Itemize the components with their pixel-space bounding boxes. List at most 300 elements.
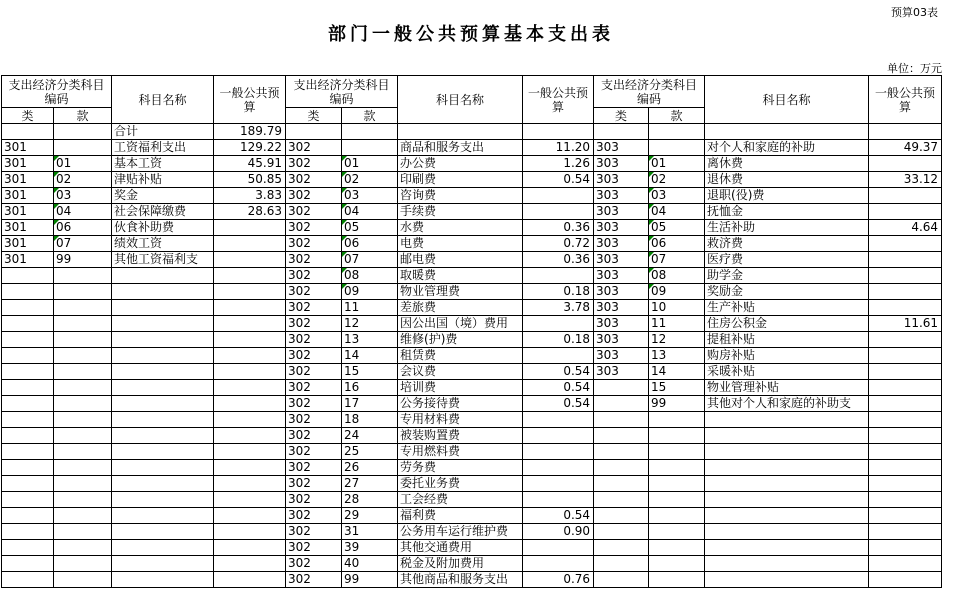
code-item-cell[interactable]: 16 (342, 380, 398, 396)
code-class-cell[interactable]: 302 (286, 460, 342, 476)
subject-name-cell[interactable]: 基本工资 (112, 156, 214, 172)
code-item-cell[interactable] (54, 268, 112, 284)
subject-name-cell[interactable]: 提租补贴 (705, 332, 869, 348)
code-class-cell[interactable] (594, 412, 649, 428)
code-class-cell[interactable]: 302 (286, 380, 342, 396)
budget-amount-cell[interactable] (523, 412, 594, 428)
code-class-cell[interactable]: 301 (2, 204, 54, 220)
subject-name-cell[interactable]: 印刷费 (398, 172, 523, 188)
budget-amount-cell[interactable]: 0.54 (523, 380, 594, 396)
code-class-cell[interactable] (2, 476, 54, 492)
code-item-cell[interactable] (649, 444, 705, 460)
code-item-cell[interactable]: 15 (342, 364, 398, 380)
code-class-cell[interactable] (2, 364, 54, 380)
budget-amount-cell[interactable] (214, 412, 286, 428)
code-class-cell[interactable] (2, 412, 54, 428)
code-class-cell[interactable]: 302 (286, 316, 342, 332)
code-item-cell[interactable]: 03 (54, 188, 112, 204)
subject-name-cell[interactable] (112, 556, 214, 572)
subject-name-cell[interactable]: 税金及附加费用 (398, 556, 523, 572)
code-class-cell[interactable]: 302 (286, 396, 342, 412)
code-item-cell[interactable] (54, 428, 112, 444)
code-class-cell[interactable]: 303 (594, 156, 649, 172)
code-class-cell[interactable]: 302 (286, 172, 342, 188)
subject-name-cell[interactable]: 专用燃料费 (398, 444, 523, 460)
code-class-cell[interactable] (2, 540, 54, 556)
subject-name-cell[interactable]: 取暖费 (398, 268, 523, 284)
code-item-cell[interactable]: 24 (342, 428, 398, 444)
budget-amount-cell[interactable]: 0.54 (523, 508, 594, 524)
code-class-cell[interactable]: 302 (286, 556, 342, 572)
budget-amount-cell[interactable]: 28.63 (214, 204, 286, 220)
subject-name-cell[interactable]: 工会经费 (398, 492, 523, 508)
budget-amount-cell[interactable] (523, 428, 594, 444)
code-class-cell[interactable] (594, 540, 649, 556)
code-class-cell[interactable] (594, 508, 649, 524)
code-class-cell[interactable] (2, 444, 54, 460)
code-class-cell[interactable] (2, 428, 54, 444)
budget-amount-cell[interactable] (523, 124, 594, 140)
budget-amount-cell[interactable] (523, 476, 594, 492)
budget-amount-cell[interactable]: 3.83 (214, 188, 286, 204)
budget-amount-cell[interactable]: 0.36 (523, 252, 594, 268)
subject-name-cell[interactable]: 采暖补贴 (705, 364, 869, 380)
budget-amount-cell[interactable] (214, 300, 286, 316)
code-item-cell[interactable]: 06 (649, 236, 705, 252)
subject-name-cell[interactable]: 公务接待费 (398, 396, 523, 412)
budget-amount-cell[interactable] (214, 380, 286, 396)
code-class-cell[interactable] (2, 572, 54, 588)
subject-name-cell[interactable]: 福利费 (398, 508, 523, 524)
subject-name-cell[interactable]: 维修(护)费 (398, 332, 523, 348)
code-class-cell[interactable]: 302 (286, 236, 342, 252)
code-item-cell[interactable] (342, 124, 398, 140)
code-item-cell[interactable] (54, 444, 112, 460)
code-class-cell[interactable] (594, 524, 649, 540)
budget-amount-cell[interactable] (869, 124, 942, 140)
subject-name-cell[interactable] (705, 492, 869, 508)
subject-name-cell[interactable]: 其他交通费用 (398, 540, 523, 556)
subject-name-cell[interactable]: 水费 (398, 220, 523, 236)
code-item-cell[interactable]: 40 (342, 556, 398, 572)
subject-name-cell[interactable] (112, 284, 214, 300)
budget-amount-cell[interactable]: 45.91 (214, 156, 286, 172)
code-item-cell[interactable]: 99 (54, 252, 112, 268)
code-item-cell[interactable] (54, 572, 112, 588)
code-item-cell[interactable]: 10 (649, 300, 705, 316)
code-class-cell[interactable]: 302 (286, 156, 342, 172)
code-class-cell[interactable]: 303 (594, 172, 649, 188)
budget-amount-cell[interactable] (869, 556, 942, 572)
subject-name-cell[interactable]: 伙食补助费 (112, 220, 214, 236)
code-item-cell[interactable] (54, 540, 112, 556)
subject-name-cell[interactable] (705, 428, 869, 444)
subject-name-cell[interactable] (112, 268, 214, 284)
code-item-cell[interactable] (54, 412, 112, 428)
code-class-cell[interactable]: 301 (2, 188, 54, 204)
budget-amount-cell[interactable] (869, 540, 942, 556)
subject-name-cell[interactable] (705, 412, 869, 428)
code-class-cell[interactable]: 302 (286, 332, 342, 348)
budget-amount-cell[interactable]: 11.61 (869, 316, 942, 332)
code-item-cell[interactable] (649, 508, 705, 524)
budget-amount-cell[interactable] (523, 540, 594, 556)
code-item-cell[interactable]: 06 (54, 220, 112, 236)
code-item-cell[interactable] (649, 140, 705, 156)
header-class-col[interactable]: 类 (594, 108, 649, 124)
budget-amount-cell[interactable] (214, 476, 286, 492)
code-item-cell[interactable]: 18 (342, 412, 398, 428)
subject-name-cell[interactable]: 绩效工资 (112, 236, 214, 252)
code-class-cell[interactable]: 301 (2, 252, 54, 268)
code-class-cell[interactable]: 302 (286, 268, 342, 284)
budget-amount-cell[interactable] (214, 268, 286, 284)
code-item-cell[interactable]: 25 (342, 444, 398, 460)
budget-amount-cell[interactable]: 129.22 (214, 140, 286, 156)
subject-name-cell[interactable]: 专用材料费 (398, 412, 523, 428)
subject-name-cell[interactable] (112, 524, 214, 540)
code-class-cell[interactable]: 303 (594, 284, 649, 300)
code-item-cell[interactable]: 08 (342, 268, 398, 284)
budget-amount-cell[interactable] (214, 524, 286, 540)
subject-name-cell[interactable] (705, 476, 869, 492)
code-class-cell[interactable] (594, 572, 649, 588)
subject-name-cell[interactable]: 救济费 (705, 236, 869, 252)
code-class-cell[interactable] (594, 428, 649, 444)
code-item-cell[interactable] (54, 396, 112, 412)
code-class-cell[interactable] (2, 268, 54, 284)
subject-name-cell[interactable] (112, 348, 214, 364)
subject-name-cell[interactable] (112, 332, 214, 348)
code-item-cell[interactable]: 29 (342, 508, 398, 524)
header-budget[interactable]: 一般公共预算 (869, 76, 942, 124)
subject-name-cell[interactable]: 退休费 (705, 172, 869, 188)
budget-amount-cell[interactable] (523, 444, 594, 460)
code-class-cell[interactable] (594, 380, 649, 396)
budget-amount-cell[interactable] (869, 460, 942, 476)
code-item-cell[interactable] (649, 540, 705, 556)
subject-name-cell[interactable]: 物业管理费 (398, 284, 523, 300)
code-class-cell[interactable]: 302 (286, 492, 342, 508)
code-class-cell[interactable]: 303 (594, 316, 649, 332)
code-class-cell[interactable] (2, 332, 54, 348)
subject-name-cell[interactable]: 合计 (112, 124, 214, 140)
code-item-cell[interactable]: 17 (342, 396, 398, 412)
subject-name-cell[interactable] (112, 380, 214, 396)
subject-name-cell[interactable]: 租赁费 (398, 348, 523, 364)
subject-name-cell[interactable]: 电费 (398, 236, 523, 252)
code-class-cell[interactable]: 302 (286, 540, 342, 556)
header-subject-name[interactable]: 科目名称 (398, 76, 523, 124)
code-class-cell[interactable]: 302 (286, 348, 342, 364)
subject-name-cell[interactable] (705, 508, 869, 524)
code-class-cell[interactable]: 303 (594, 140, 649, 156)
subject-name-cell[interactable]: 津贴补贴 (112, 172, 214, 188)
budget-amount-cell[interactable] (869, 252, 942, 268)
budget-amount-cell[interactable]: 0.54 (523, 396, 594, 412)
subject-name-cell[interactable] (112, 300, 214, 316)
budget-amount-cell[interactable] (869, 492, 942, 508)
code-class-cell[interactable]: 302 (286, 572, 342, 588)
subject-name-cell[interactable] (112, 572, 214, 588)
subject-name-cell[interactable] (398, 124, 523, 140)
code-class-cell[interactable]: 302 (286, 524, 342, 540)
budget-amount-cell[interactable] (214, 236, 286, 252)
code-class-cell[interactable] (2, 396, 54, 412)
subject-name-cell[interactable]: 退职(役)费 (705, 188, 869, 204)
code-item-cell[interactable]: 04 (649, 204, 705, 220)
code-item-cell[interactable]: 31 (342, 524, 398, 540)
header-item-col[interactable]: 款 (342, 108, 398, 124)
header-code-group[interactable]: 支出经济分类科目编码 (2, 76, 112, 108)
subject-name-cell[interactable] (705, 540, 869, 556)
code-class-cell[interactable] (594, 444, 649, 460)
code-item-cell[interactable] (54, 300, 112, 316)
code-item-cell[interactable]: 99 (342, 572, 398, 588)
code-item-cell[interactable] (54, 284, 112, 300)
code-item-cell[interactable] (649, 412, 705, 428)
subject-name-cell[interactable] (112, 476, 214, 492)
subject-name-cell[interactable]: 对个人和家庭的补助 (705, 140, 869, 156)
subject-name-cell[interactable]: 工资福利支出 (112, 140, 214, 156)
subject-name-cell[interactable]: 因公出国（境）费用 (398, 316, 523, 332)
code-item-cell[interactable]: 11 (649, 316, 705, 332)
code-item-cell[interactable]: 04 (54, 204, 112, 220)
code-item-cell[interactable] (54, 492, 112, 508)
code-item-cell[interactable]: 03 (342, 188, 398, 204)
subject-name-cell[interactable] (112, 412, 214, 428)
code-item-cell[interactable] (54, 332, 112, 348)
code-item-cell[interactable] (649, 524, 705, 540)
code-class-cell[interactable] (2, 380, 54, 396)
code-class-cell[interactable] (2, 492, 54, 508)
budget-amount-cell[interactable] (869, 204, 942, 220)
code-item-cell[interactable] (649, 492, 705, 508)
code-item-cell[interactable]: 28 (342, 492, 398, 508)
subject-name-cell[interactable]: 生产补贴 (705, 300, 869, 316)
code-class-cell[interactable]: 302 (286, 508, 342, 524)
code-item-cell[interactable]: 12 (649, 332, 705, 348)
code-class-cell[interactable] (594, 556, 649, 572)
code-class-cell[interactable]: 302 (286, 300, 342, 316)
subject-name-cell[interactable]: 其他工资福利支 (112, 252, 214, 268)
header-code-group[interactable]: 支出经济分类科目编码 (286, 76, 398, 108)
budget-amount-cell[interactable] (869, 396, 942, 412)
code-item-cell[interactable]: 07 (342, 252, 398, 268)
code-class-cell[interactable]: 302 (286, 252, 342, 268)
code-item-cell[interactable] (54, 476, 112, 492)
budget-amount-cell[interactable]: 189.79 (214, 124, 286, 140)
code-item-cell[interactable]: 14 (649, 364, 705, 380)
code-item-cell[interactable]: 14 (342, 348, 398, 364)
budget-amount-cell[interactable]: 33.12 (869, 172, 942, 188)
subject-name-cell[interactable] (112, 316, 214, 332)
code-item-cell[interactable] (649, 572, 705, 588)
code-item-cell[interactable] (54, 380, 112, 396)
budget-amount-cell[interactable] (869, 380, 942, 396)
code-class-cell[interactable]: 302 (286, 444, 342, 460)
code-item-cell[interactable]: 27 (342, 476, 398, 492)
budget-amount-cell[interactable] (523, 348, 594, 364)
budget-amount-cell[interactable] (869, 332, 942, 348)
code-item-cell[interactable]: 02 (54, 172, 112, 188)
subject-name-cell[interactable] (705, 524, 869, 540)
code-class-cell[interactable] (594, 492, 649, 508)
budget-amount-cell[interactable] (214, 540, 286, 556)
code-class-cell[interactable]: 301 (2, 172, 54, 188)
budget-amount-cell[interactable] (214, 444, 286, 460)
budget-amount-cell[interactable] (523, 556, 594, 572)
code-item-cell[interactable]: 07 (649, 252, 705, 268)
code-class-cell[interactable] (2, 284, 54, 300)
code-item-cell[interactable] (649, 124, 705, 140)
code-item-cell[interactable]: 13 (649, 348, 705, 364)
code-item-cell[interactable]: 02 (342, 172, 398, 188)
code-item-cell[interactable] (54, 124, 112, 140)
code-item-cell[interactable] (54, 364, 112, 380)
header-subject-name[interactable]: 科目名称 (112, 76, 214, 124)
subject-name-cell[interactable]: 医疗费 (705, 252, 869, 268)
code-class-cell[interactable]: 303 (594, 252, 649, 268)
code-class-cell[interactable] (594, 460, 649, 476)
code-class-cell[interactable] (2, 508, 54, 524)
code-class-cell[interactable]: 303 (594, 268, 649, 284)
code-class-cell[interactable]: 303 (594, 300, 649, 316)
budget-amount-cell[interactable]: 0.18 (523, 284, 594, 300)
code-item-cell[interactable] (54, 524, 112, 540)
code-class-cell[interactable]: 303 (594, 364, 649, 380)
code-class-cell[interactable]: 303 (594, 332, 649, 348)
budget-amount-cell[interactable] (214, 348, 286, 364)
budget-amount-cell[interactable] (214, 396, 286, 412)
subject-name-cell[interactable]: 助学金 (705, 268, 869, 284)
budget-amount-cell[interactable] (869, 572, 942, 588)
code-item-cell[interactable]: 15 (649, 380, 705, 396)
subject-name-cell[interactable] (112, 444, 214, 460)
budget-amount-cell[interactable] (523, 316, 594, 332)
budget-amount-cell[interactable] (869, 364, 942, 380)
subject-name-cell[interactable] (705, 124, 869, 140)
code-class-cell[interactable]: 302 (286, 476, 342, 492)
code-item-cell[interactable] (649, 428, 705, 444)
code-class-cell[interactable] (594, 396, 649, 412)
code-item-cell[interactable]: 04 (342, 204, 398, 220)
subject-name-cell[interactable] (705, 460, 869, 476)
header-item-col[interactable]: 款 (54, 108, 112, 124)
budget-amount-cell[interactable] (523, 204, 594, 220)
code-class-cell[interactable] (594, 476, 649, 492)
subject-name-cell[interactable] (112, 396, 214, 412)
header-budget[interactable]: 一般公共预算 (523, 76, 594, 124)
code-item-cell[interactable] (54, 556, 112, 572)
subject-name-cell[interactable]: 被装购置费 (398, 428, 523, 444)
code-class-cell[interactable]: 302 (286, 284, 342, 300)
header-class-col[interactable]: 类 (2, 108, 54, 124)
budget-amount-cell[interactable]: 49.37 (869, 140, 942, 156)
budget-amount-cell[interactable]: 0.72 (523, 236, 594, 252)
subject-name-cell[interactable]: 培训费 (398, 380, 523, 396)
code-item-cell[interactable]: 01 (649, 156, 705, 172)
budget-amount-cell[interactable]: 0.54 (523, 364, 594, 380)
budget-amount-cell[interactable] (869, 412, 942, 428)
budget-amount-cell[interactable] (869, 236, 942, 252)
budget-amount-cell[interactable] (869, 188, 942, 204)
code-class-cell[interactable]: 302 (286, 220, 342, 236)
budget-amount-cell[interactable]: 0.54 (523, 172, 594, 188)
budget-amount-cell[interactable] (523, 268, 594, 284)
subject-name-cell[interactable]: 邮电费 (398, 252, 523, 268)
subject-name-cell[interactable]: 其他商品和服务支出 (398, 572, 523, 588)
subject-name-cell[interactable]: 办公费 (398, 156, 523, 172)
code-class-cell[interactable]: 302 (286, 204, 342, 220)
code-class-cell[interactable] (2, 300, 54, 316)
header-item-col[interactable]: 款 (649, 108, 705, 124)
subject-name-cell[interactable]: 抚恤金 (705, 204, 869, 220)
code-item-cell[interactable]: 13 (342, 332, 398, 348)
subject-name-cell[interactable] (112, 428, 214, 444)
code-item-cell[interactable] (649, 476, 705, 492)
budget-amount-cell[interactable] (214, 492, 286, 508)
code-class-cell[interactable]: 301 (2, 220, 54, 236)
code-class-cell[interactable]: 302 (286, 140, 342, 156)
budget-amount-cell[interactable]: 4.64 (869, 220, 942, 236)
code-item-cell[interactable] (54, 348, 112, 364)
budget-amount-cell[interactable] (214, 428, 286, 444)
code-class-cell[interactable] (286, 124, 342, 140)
subject-name-cell[interactable]: 离休费 (705, 156, 869, 172)
budget-amount-cell[interactable] (214, 508, 286, 524)
budget-amount-cell[interactable] (869, 444, 942, 460)
budget-amount-cell[interactable] (523, 188, 594, 204)
budget-amount-cell[interactable] (214, 460, 286, 476)
budget-amount-cell[interactable]: 0.90 (523, 524, 594, 540)
budget-amount-cell[interactable] (869, 428, 942, 444)
code-item-cell[interactable]: 07 (54, 236, 112, 252)
code-class-cell[interactable]: 302 (286, 428, 342, 444)
budget-amount-cell[interactable] (869, 508, 942, 524)
subject-name-cell[interactable]: 委托业务费 (398, 476, 523, 492)
code-item-cell[interactable] (54, 140, 112, 156)
code-class-cell[interactable]: 301 (2, 156, 54, 172)
code-item-cell[interactable]: 12 (342, 316, 398, 332)
code-item-cell[interactable] (54, 460, 112, 476)
budget-amount-cell[interactable] (869, 300, 942, 316)
budget-amount-cell[interactable] (214, 220, 286, 236)
subject-name-cell[interactable] (705, 556, 869, 572)
code-class-cell[interactable] (2, 124, 54, 140)
budget-amount-cell[interactable] (214, 332, 286, 348)
code-item-cell[interactable] (342, 140, 398, 156)
code-item-cell[interactable]: 11 (342, 300, 398, 316)
code-class-cell[interactable]: 303 (594, 348, 649, 364)
code-item-cell[interactable]: 01 (342, 156, 398, 172)
subject-name-cell[interactable]: 公务用车运行维护费 (398, 524, 523, 540)
code-item-cell[interactable]: 09 (649, 284, 705, 300)
code-class-cell[interactable]: 303 (594, 236, 649, 252)
subject-name-cell[interactable] (705, 572, 869, 588)
budget-amount-cell[interactable]: 1.26 (523, 156, 594, 172)
subject-name-cell[interactable]: 奖励金 (705, 284, 869, 300)
budget-amount-cell[interactable] (214, 364, 286, 380)
header-budget[interactable]: 一般公共预算 (214, 76, 286, 124)
subject-name-cell[interactable] (112, 508, 214, 524)
code-item-cell[interactable]: 39 (342, 540, 398, 556)
header-class-col[interactable]: 类 (286, 108, 342, 124)
code-class-cell[interactable]: 302 (286, 412, 342, 428)
code-item-cell[interactable]: 08 (649, 268, 705, 284)
budget-amount-cell[interactable] (214, 284, 286, 300)
subject-name-cell[interactable]: 生活补助 (705, 220, 869, 236)
